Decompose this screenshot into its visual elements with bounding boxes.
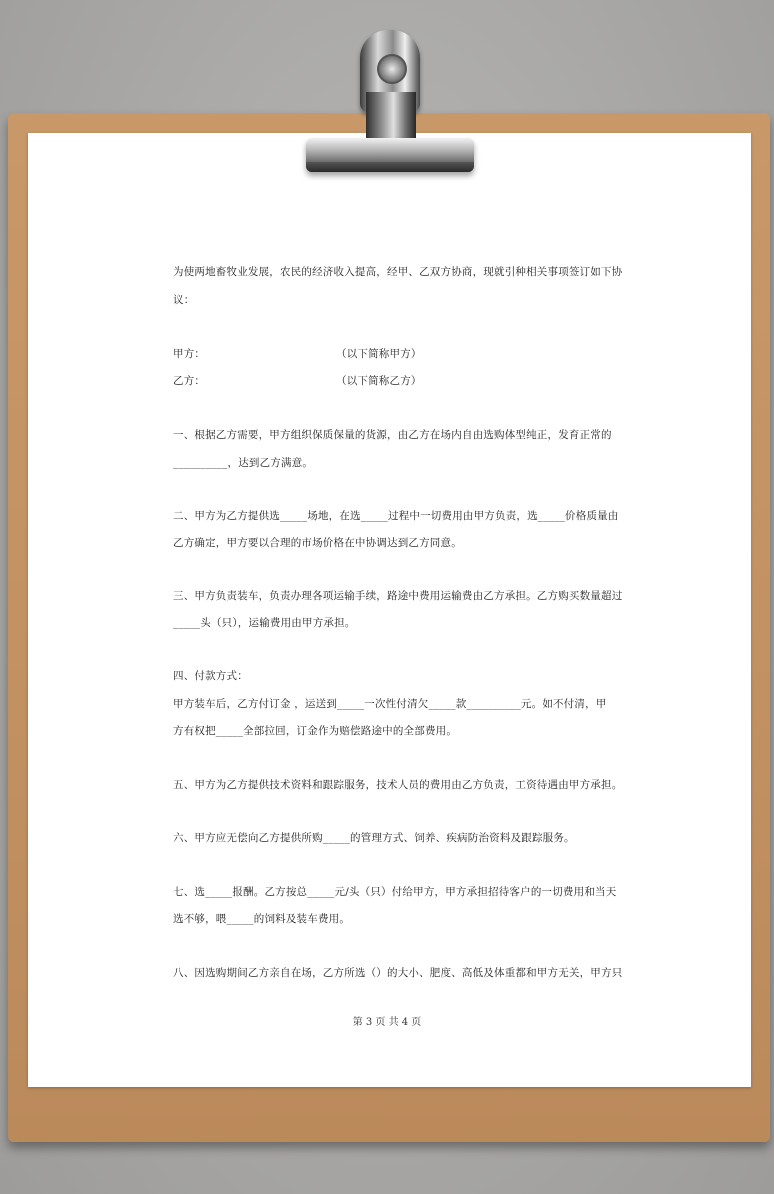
clause-5: 五、甲方为乙方提供技术资料和跟踪服务，技术人员的费用由乙方负责，工资待遇由甲方承担。 [173,779,623,791]
clause-4-line-1: 甲方装车后，乙方付订金 ，运送到_____一次性付清欠_____款__________元。如不付清，甲 [173,698,607,710]
intro-line-1: 为使两地畜牧业发展，农民的经济收入提高，经甲、乙双方协商，现就引种相关事项签订如下协 [173,266,623,278]
party-b-label: 乙方： [173,375,206,387]
clause-8-line-1: 八、因选购期间乙方亲自在场，乙方所选（）的大小、肥度、高低及体重都和甲方无关，甲方只 [173,967,623,979]
clause-7-line-1: 七、选_____报酬。乙方按总_____元/头（只）付给甲方，甲方承担招待客户的一切费用和当天 [173,886,617,898]
binder-clip-neck [366,92,416,140]
clause-2-line-1: 二、甲方为乙方提供选_____场地，在选_____过程中一切费用由甲方负责，选_____价格质量由 [173,510,619,522]
clause-3-line-2: _____头（只），运输费用由甲方承担。 [173,617,356,629]
clause-1-line-2: __________，达到乙方满意。 [173,457,314,469]
clause-4-line-2: 方有权把_____全部拉回，订金作为赔偿路途中的全部费用。 [173,725,458,737]
binder-clip-base-edge [306,162,474,172]
clause-6: 六、甲方应无偿向乙方提供所购_____的管理方式、饲养、疾病防治资料及跟踪服务。 [173,832,575,844]
clause-2-line-2: 乙方确定，甲方要以合理的市场价格在中协调达到乙方同意。 [173,537,462,549]
party-a-label: 甲方： [173,348,206,360]
clause-7-line-2: 选不够，喂_____的饲料及装车费用。 [173,913,351,925]
binder-clip-hole [377,54,407,84]
page-number-footer: 第 3 页 共 4 页 [352,1017,422,1028]
clause-4-heading: 四、付款方式： [173,670,248,682]
clause-1-line-1: 一、根据乙方需要，甲方组织保质保量的货源，由乙方在场内自由选购体型纯正，发育正常的 [173,429,612,441]
party-a-note: （以下简称甲方） [336,348,422,360]
clause-3-line-1: 三、甲方负责装车，负责办理各项运输手续，路途中费用运输费由乙方承担。乙方购买数量超过 [173,590,623,602]
intro-line-2: 议： [173,294,195,306]
party-b-note: （以下简称乙方） [336,375,422,387]
